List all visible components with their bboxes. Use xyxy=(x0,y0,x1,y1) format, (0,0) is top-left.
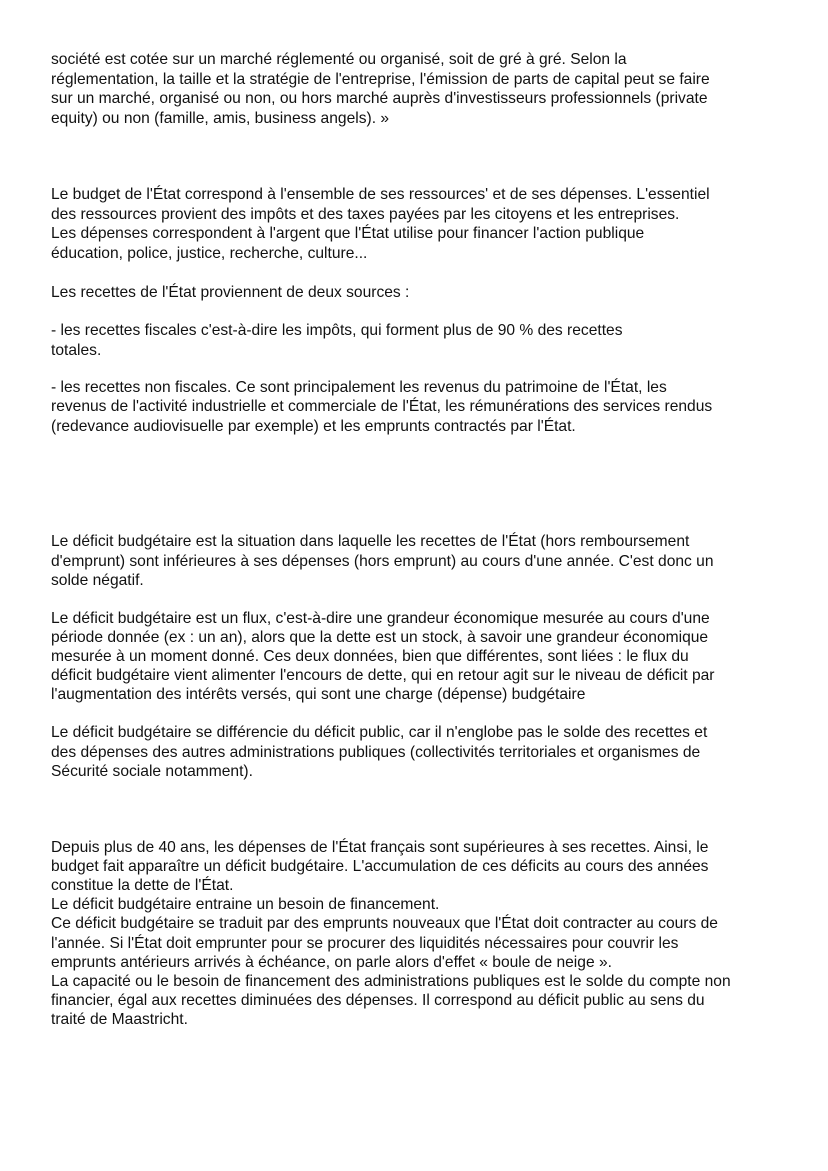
text-line: des dépenses des autres administrations publiques (collectivités territoriales et organismes de xyxy=(51,744,701,761)
text-line: - les recettes fiscales c'est-à-dire les impôts, qui forment plus de 90 % des recettes xyxy=(51,322,623,339)
text-line: (redevance audiovisuelle par exemple) et les emprunts contractés par l'État. xyxy=(51,418,576,435)
text-line: réglementation, la taille et la stratégie de l'entreprise, l'émission de parts de capital peut se faire xyxy=(51,71,710,88)
text-line: Les recettes de l'État proviennent de deux sources : xyxy=(51,284,410,301)
text-line: La capacité ou le besoin de financement des administrations publiques est le solde du compte non xyxy=(51,973,731,990)
text-line: emprunts antérieurs arrivés à échéance, on parle alors d'effet « boule de neige ». xyxy=(51,954,612,971)
text-line: revenus de l'activité industrielle et commerciale de l'État, les rémunérations des services rendus xyxy=(51,398,713,415)
text-line: Le budget de l'État correspond à l'ensemble de ses ressources' et de ses dépenses. L'essentiel xyxy=(51,186,710,203)
text-line: Ce déficit budgétaire se traduit par des emprunts nouveaux que l'État doit contracter au cours de xyxy=(51,915,718,932)
text-line: financier, égal aux recettes diminuées des dépenses. Il correspond au déficit public au sens du xyxy=(51,992,705,1009)
text-line: sur un marché, organisé ou non, ou hors marché auprès d'investisseurs professionnels (private xyxy=(51,90,708,107)
text-line: equity) ou non (famille, amis, business angels). » xyxy=(51,110,390,127)
text-line: totales. xyxy=(51,342,102,359)
text-line: Les dépenses correspondent à l'argent que l'État utilise pour financer l'action publique xyxy=(51,225,645,242)
text-line: Le déficit budgétaire est la situation dans laquelle les recettes de l'État (hors remboursement xyxy=(51,533,690,550)
text-line: des ressources provient des impôts et des taxes payées par les citoyens et les entreprises. xyxy=(51,206,680,223)
text-line: constitue la dette de l'État. xyxy=(51,877,234,894)
text-line: déficit budgétaire vient alimenter l'encours de dette, qui en retour agit sur le niveau de déficit par xyxy=(51,667,715,684)
text-line: Depuis plus de 40 ans, les dépenses de l'État français sont supérieures à ses recettes. Ainsi, le xyxy=(51,839,709,856)
text-line: solde négatif. xyxy=(51,572,144,589)
text-line: - les recettes non fiscales. Ce sont principalement les revenus du patrimoine de l'État, les xyxy=(51,379,667,396)
text-line: Sécurité sociale notamment). xyxy=(51,763,253,780)
text-line: mesurée à un moment donné. Ces deux données, bien que différentes, sont liées : le flux du xyxy=(51,648,689,665)
text-line: traité de Maastricht. xyxy=(51,1011,188,1028)
text-line: éducation, police, justice, recherche, culture... xyxy=(51,245,368,262)
text-line: d'emprunt) sont inférieures à ses dépenses (hors emprunt) au cours d'une année. C'est donc un xyxy=(51,553,714,570)
text-line: l'année. Si l'État doit emprunter pour se procurer des liquidités nécessaires pour couvrir les xyxy=(51,935,679,952)
text-line: période donnée (ex : un an), alors que la dette est un stock, à savoir une grandeur économique xyxy=(51,629,709,646)
text-line: Le déficit budgétaire est un flux, c'est-à-dire une grandeur économique mesurée au cours d'une xyxy=(51,610,710,627)
text-line: société est cotée sur un marché réglementé ou organisé, soit de gré à gré. Selon la xyxy=(51,51,627,68)
text-line: Le déficit budgétaire entraine un besoin de financement. xyxy=(51,896,440,913)
text-line: l'augmentation des intérêts versés, qui sont une charge (dépense) budgétaire xyxy=(51,686,586,703)
text-line: Le déficit budgétaire se différencie du déficit public, car il n'englobe pas le solde des recettes et xyxy=(51,724,708,741)
text-line: budget fait apparaître un déficit budgétaire. L'accumulation de ces déficits au cours des années xyxy=(51,858,709,875)
